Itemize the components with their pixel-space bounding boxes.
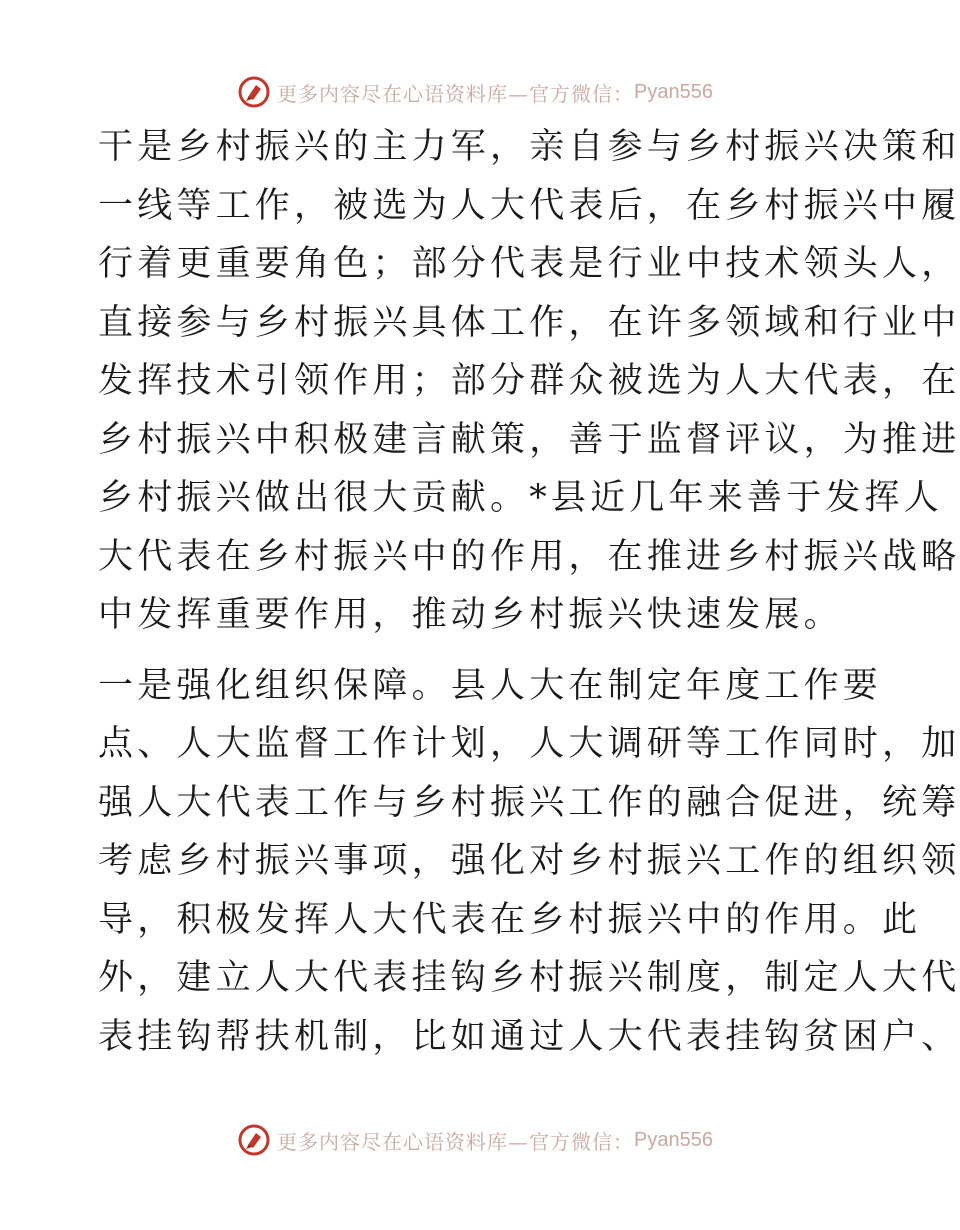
text-line: 一是强化组织保障。县人大在制定年度工作要 bbox=[98, 665, 883, 706]
text-line: 点、人大监督工作计划，人大调研等工作同时，加 bbox=[98, 724, 960, 764]
document-body bbox=[98, 118, 960, 1066]
text-line: 强人大代表工作与乡村振兴工作的融合促进，统筹 bbox=[98, 782, 960, 823]
footer-banner bbox=[0, 1120, 950, 1160]
text-line: 中发挥重要作用，推动乡村振兴快速发展。 bbox=[98, 595, 843, 635]
header-banner-id: Pyan556 bbox=[634, 80, 713, 103]
text-line: 乡村振兴中积极建言献策，善于监督评议，为推进 bbox=[98, 419, 960, 460]
header-banner bbox=[0, 72, 950, 112]
logo-icon bbox=[237, 75, 271, 109]
footer-banner-id: Pyan556 bbox=[634, 1128, 713, 1151]
text-line: 直接参与乡村振兴具体工作，在许多领域和行业中 bbox=[98, 302, 960, 343]
header-banner-text: 更多内容尽在心语资料库—官方微信： bbox=[277, 81, 635, 106]
text-line: 大代表在乡村振兴中的作用，在推进乡村振兴战略 bbox=[98, 536, 960, 577]
paragraph-2 bbox=[98, 657, 960, 1067]
text-line: 考虑乡村振兴事项，强化对乡村振兴工作的组织领 bbox=[98, 841, 960, 881]
text-line: 行着更重要角色；部分代表是行业中技术领头人， bbox=[98, 244, 960, 284]
text-line: 一线等工作，被选为人大代表后，在乡村振兴中履 bbox=[98, 185, 960, 226]
text-line: 外，建立人大代表挂钩乡村振兴制度，制定人大代 bbox=[98, 958, 960, 998]
text-line: 发挥技术引领作用；部分群众被选为人大代表，在 bbox=[98, 361, 960, 401]
footer-banner-text: 更多内容尽在心语资料库—官方微信： bbox=[277, 1129, 635, 1154]
text-line: 乡村振兴做出很大贡献。*县近几年来善于发挥人 bbox=[98, 478, 943, 518]
text-line: 干是乡村振兴的主力军，亲自参与乡村振兴决策和 bbox=[98, 127, 960, 167]
paragraph-1 bbox=[98, 118, 960, 645]
text-line: 表挂钩帮扶机制，比如通过人大代表挂钩贫困户、 bbox=[98, 1016, 960, 1057]
logo-icon bbox=[237, 1123, 271, 1157]
text-line: 导，积极发挥人大代表在乡村振兴中的作用。此 bbox=[98, 899, 922, 940]
